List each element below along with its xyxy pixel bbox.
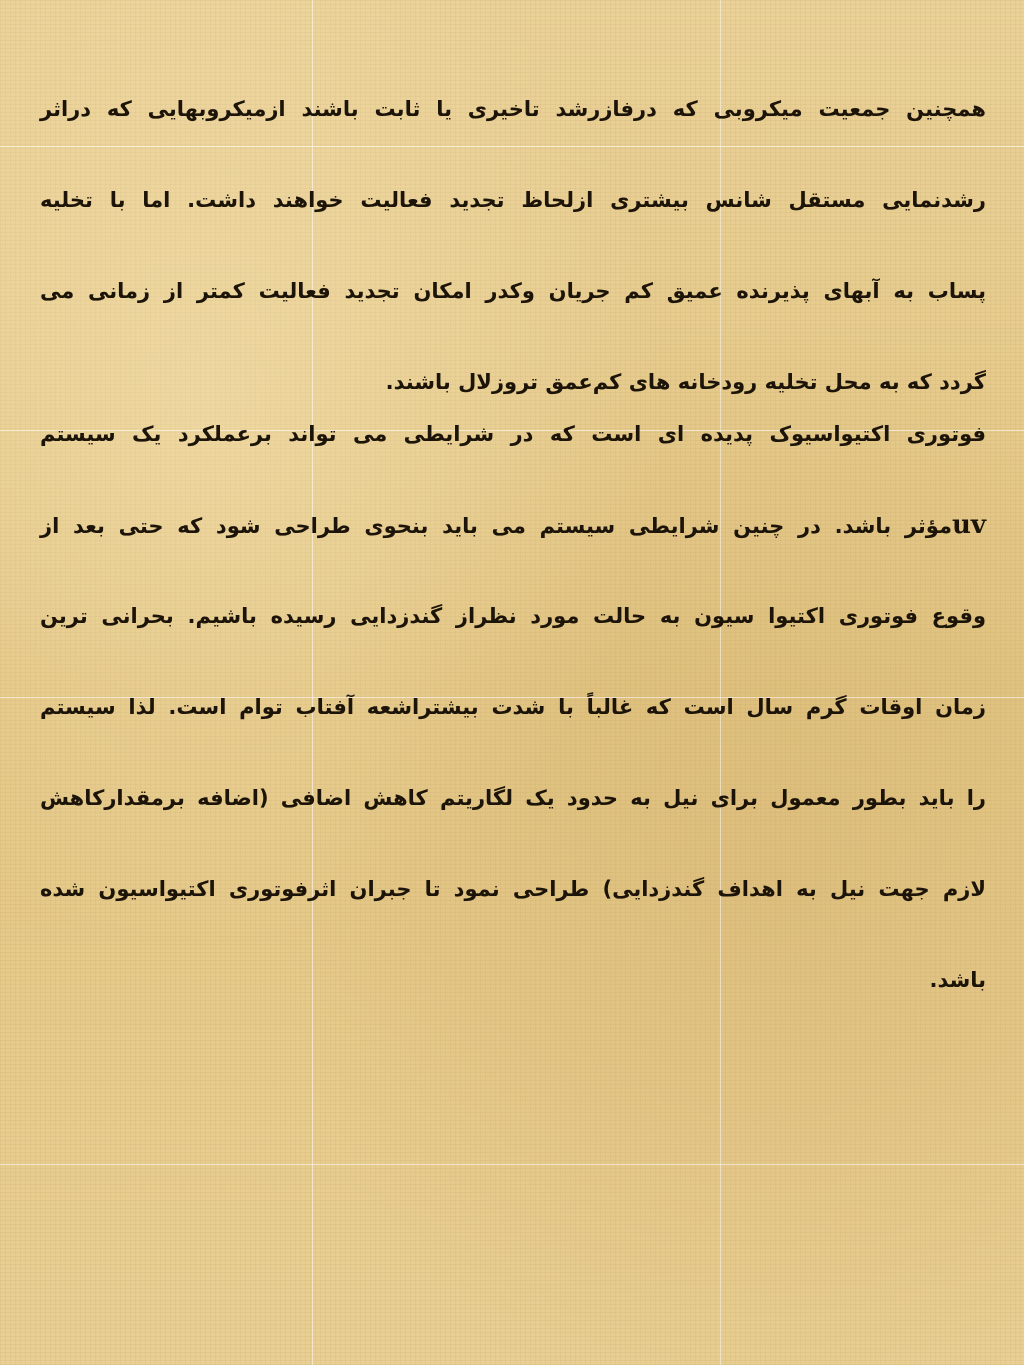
text-line xyxy=(40,486,986,577)
text-line: گردد که به محل تخلیه رودخانه های کم‌عمق تروزلال باشند. xyxy=(385,370,986,394)
text-line: باشد. xyxy=(929,968,986,992)
paragraph-1 xyxy=(40,70,986,395)
gridline xyxy=(0,1164,1024,1165)
text-line: وقوع فوتوری اکتیوا سیون به حالت مورد نظراز گندزدایی رسیده باشیم. بحرانی ترین xyxy=(40,604,986,628)
text-line: پساب به آبهای پذیرنده عمیق کم جریان وکدر امکان تجدید فعالیت کمتر از زمانی می xyxy=(40,279,986,303)
text-line: رشدنمایی مستقل شانس بیشتری ازلحاظ تجدید فعالیت خواهند داشت. اما با تخلیه xyxy=(40,188,986,212)
text-line: همچنین جمعیت میکروبی که درفازرشد تاخیری یا ثابت باشند ازمیکروبهایی که دراثر xyxy=(40,97,986,121)
uv-label: uv xyxy=(951,510,986,540)
text-line-rest: مؤثر باشد. در چنین شرایطی سیستم می باید بنحوی طراحی شود که حتی بعد از xyxy=(40,514,952,538)
text-line: لازم جهت نیل به اهداف گندزدایی) طراحی نمود تا جبران اثرفوتوری اکتیواسیون شده xyxy=(40,877,986,901)
document-body xyxy=(40,70,986,1032)
text-line: زمان اوقات گرم سال است که غالباً با شدت بیشتراشعه آفتاب توام است. لذا سیستم xyxy=(40,695,986,719)
text-line: فوتوری اکتیواسیوک پدیده ای است که در شرایطی می تواند برعملکرد یک سیستم xyxy=(40,422,986,446)
text-line: را باید بطور معمول برای نیل به حدود یک لگاریتم کاهش اضافی (اضافه برمقدارکاهش xyxy=(40,786,986,810)
paragraph-2 xyxy=(40,395,986,1032)
